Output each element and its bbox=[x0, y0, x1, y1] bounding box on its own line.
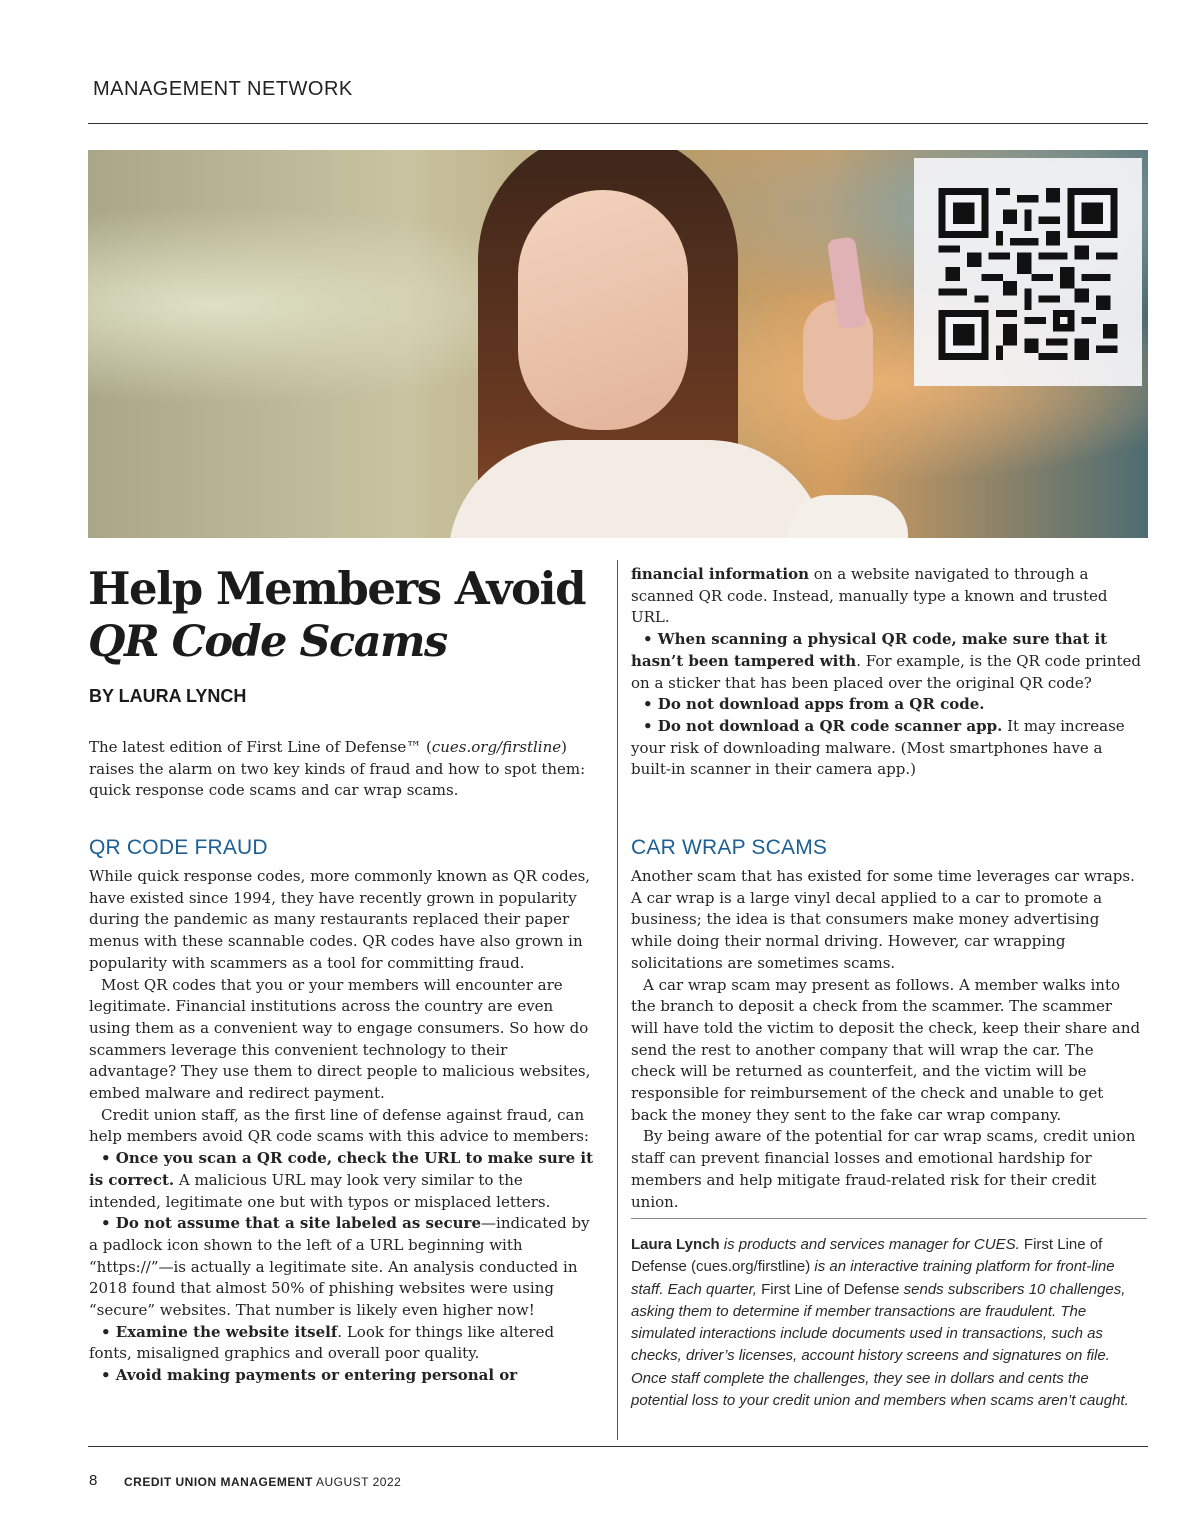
qr-paragraph-2: Most QR codes that you or your members will encounter are legitimate. Financial institutions across the country are even using them as a convenient way to engage consumers. So how do scammers leverage this convenient technology to their advantage? They use them to direct people to malicious websites, embed malware and redirect payment. bbox=[89, 975, 591, 1103]
tip-no-scanner-app: • Do not download a QR code scanner app. It may increase your risk of downloading malware. (Most smartphones have a built-in scanner in their camera app.) bbox=[631, 716, 1125, 779]
tip-check-url: • Once you scan a QR code, check the URL to make sure it is correct. A malicious URL may look very similar to the intended, legitimate one but with typos or misplaced letters. bbox=[89, 1149, 594, 1211]
footer-rule bbox=[88, 1446, 1148, 1447]
car-wrap-body bbox=[631, 866, 1141, 1213]
header-rule bbox=[88, 123, 1148, 124]
photo-coffee-cup bbox=[788, 495, 908, 538]
tip-avoid-payments-start: • Avoid making payments or entering personal or bbox=[101, 1366, 518, 1385]
page-number: 8 bbox=[89, 1472, 98, 1489]
article-title: Help Members Avoid bbox=[88, 562, 586, 615]
intro-paragraph: The latest edition of First Line of Defense™ (cues.org/firstline) raises the alarm on two key kinds of fraud and how to spot them: quick response code scams and car wrap scams. bbox=[89, 738, 586, 800]
car-paragraph-1: Another scam that has existed for some time leverages car wraps. A car wrap is a large vinyl decal applied to a car to promote a business; the idea is that consumers make money advertising while doing their normal driving. However, car wrapping solicitations are sometimes scams. bbox=[631, 867, 1135, 972]
qr-fraud-heading: QR CODE FRAUD bbox=[89, 836, 268, 859]
right-column-tips bbox=[631, 564, 1141, 781]
column-divider bbox=[617, 560, 618, 1440]
qr-code-icon bbox=[938, 188, 1118, 360]
hero-photo bbox=[88, 150, 1148, 538]
car-paragraph-2: A car wrap scam may present as follows. A member walks into the branch to deposit a check from the scammer. The scammer will have told the victim to deposit the check, keep their share and send the rest to another company that will wrap the car. The check will be returned as counterfeit, and the victim will be responsible for reimbursement of the check and unable to get back the money they sent to the fake car wrap company. bbox=[631, 975, 1141, 1124]
left-column-body bbox=[89, 866, 599, 1387]
tip-examine-site: • Examine the website itself. Look for things like altered fonts, misaligned graphics and overall poor quality. bbox=[89, 1322, 555, 1363]
tip-tampered: • When scanning a physical QR code, make sure that it hasn’t been tampered with. For example, is the QR code printed on a sticker that has been placed over the original QR code? bbox=[631, 630, 1141, 692]
photo-face bbox=[518, 190, 688, 430]
article-title-italic: QR Code Scams bbox=[88, 617, 447, 667]
firstline-link[interactable]: cues.org/firstline bbox=[431, 738, 562, 756]
qr-panel bbox=[914, 158, 1142, 386]
byline: BY LAURA LYNCH bbox=[89, 686, 247, 706]
tip-no-apps: • Do not download apps from a QR code. bbox=[643, 695, 985, 714]
publication-footer: CREDIT UNION MANAGEMENT AUGUST 2022 bbox=[124, 1475, 402, 1489]
bio-author-name: Laura Lynch bbox=[631, 1236, 720, 1253]
qr-paragraph-3: Credit union staff, as the first line of defense against fraud, can help members avoid QR code scams with this advice to members: bbox=[89, 1105, 589, 1146]
tip-avoid-payments-end: financial information on a website navigated to through a scanned QR code. Instead, manually type a known and trusted URL. bbox=[631, 565, 1108, 627]
car-wrap-heading: CAR WRAP SCAMS bbox=[631, 836, 828, 859]
tip-secure-site: • Do not assume that a site labeled as secure—indicated by a padlock icon shown to the left of a URL beginning with “https://”—is actually a legitimate site. An analysis conducted in 2018 found that almost 50% of phishing websites were using “secure” websites. That number is likely even higher now! bbox=[89, 1214, 590, 1320]
bio-rule bbox=[631, 1218, 1147, 1219]
author-bio: Laura Lynch is products and services manager for CUES. First Line of Defense (cues.org/firstline) is an interactive training platform for front-line staff. Each quarter, First Line of Defense sends subscribers 10 challenges, asking them to determine if member transactions are fraudulent. The simulated interactions include documents used in transactions, such as checks, driver’s licenses, account history screens and signatures on file. Once staff complete the challenges, they see in dollars and cents the potential loss to your credit union and members when scams aren’t caught. bbox=[631, 1236, 1129, 1410]
car-paragraph-3: By being aware of the potential for car wrap scams, credit union staff can prevent financial losses and emotional hardship for members and help mitigate fraud-related risk for their credit union. bbox=[631, 1127, 1136, 1211]
qr-paragraph-1: While quick response codes, more commonly known as QR codes, have existed since 1994, they have recently grown in popularity during the pandemic as many restaurants replaced their paper menus with these scannable codes. QR codes have also grown in popularity with scammers as a tool for committing fraud. bbox=[89, 867, 591, 972]
section-label: MANAGEMENT NETWORK bbox=[93, 78, 353, 100]
